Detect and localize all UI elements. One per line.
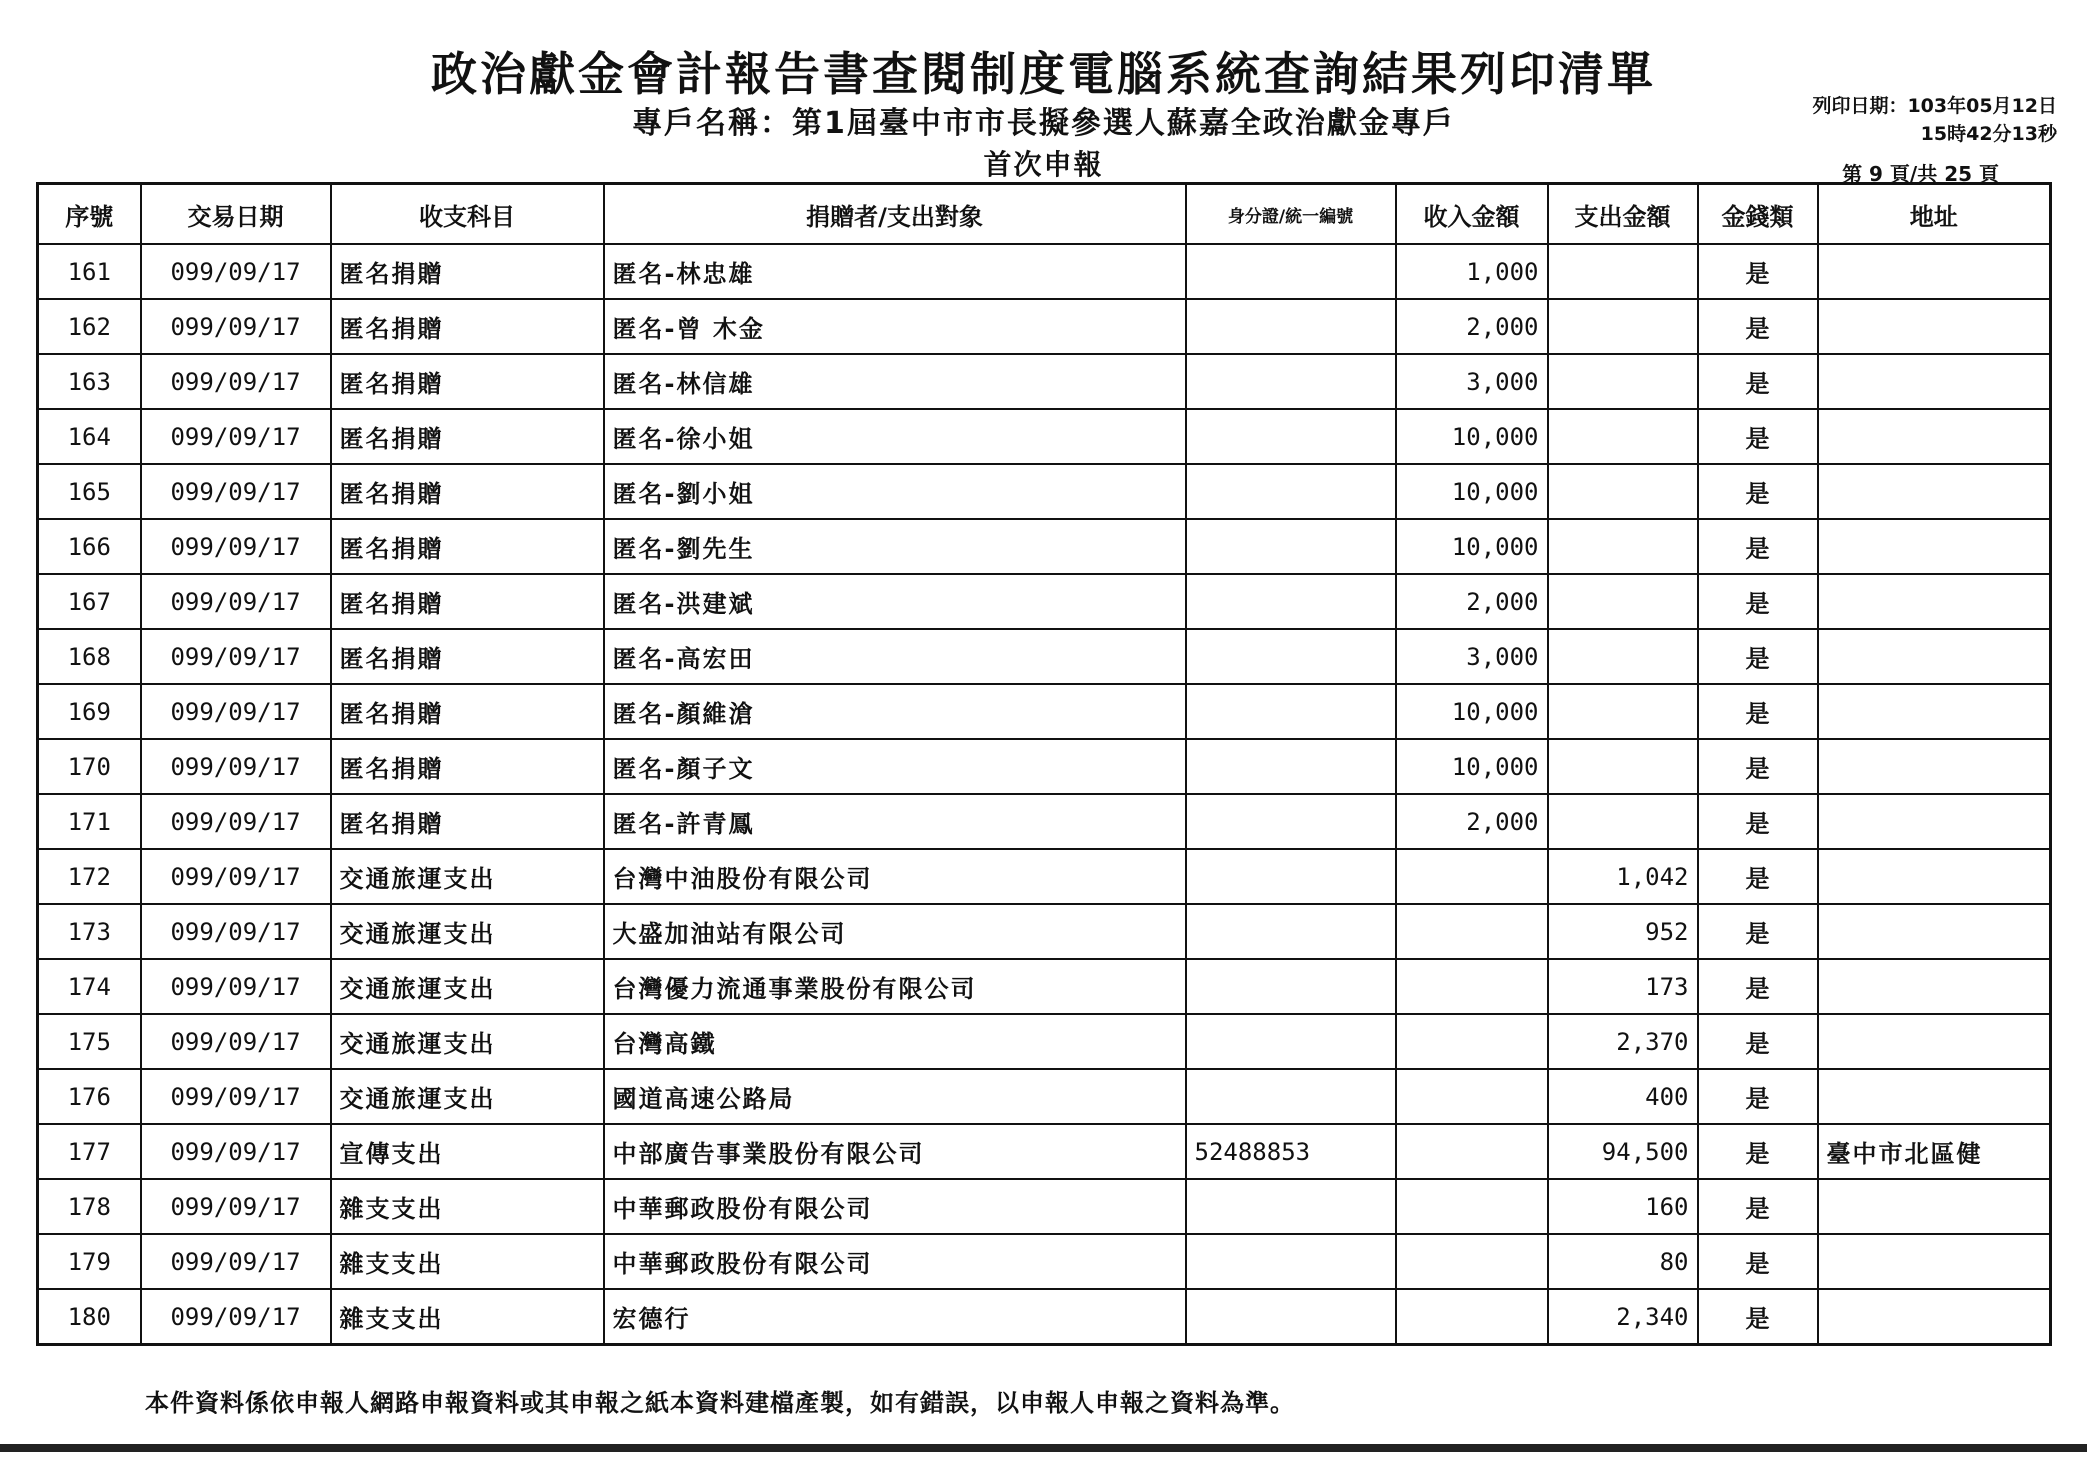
cell-subject: 交通旅運支出: [331, 959, 604, 1014]
table-row: [38, 299, 2051, 354]
table-row: [38, 574, 2051, 629]
cell-expense: [1548, 299, 1698, 354]
cell-expense: 80: [1548, 1234, 1698, 1289]
cell-subject: 交通旅運支出: [331, 849, 604, 904]
cell-seq: 169: [38, 684, 141, 739]
cell-expense: [1548, 354, 1698, 409]
cell-expense: 400: [1548, 1069, 1698, 1124]
table-row: [38, 244, 2051, 299]
table-row: [38, 794, 2051, 849]
ledger-body: [38, 244, 2051, 1345]
cell-id: [1186, 464, 1396, 519]
table-row: [38, 519, 2051, 574]
cell-expense: 2,340: [1548, 1289, 1698, 1345]
cell-expense: 173: [1548, 959, 1698, 1014]
cell-id: [1186, 574, 1396, 629]
print-date: [1812, 92, 2057, 148]
cell-expense: [1548, 794, 1698, 849]
cell-date: 099/09/17: [141, 464, 331, 519]
cell-date: 099/09/17: [141, 354, 331, 409]
cell-subject: 匿名捐贈: [331, 464, 604, 519]
cell-cash: 是: [1698, 1234, 1818, 1289]
page-info: 第 9 頁/共 25 頁: [1842, 162, 1999, 186]
cell-cash: 是: [1698, 904, 1818, 959]
table-row: [38, 464, 2051, 519]
cell-seq: 168: [38, 629, 141, 684]
cell-subject: 雜支支出: [331, 1234, 604, 1289]
cell-seq: 180: [38, 1289, 141, 1345]
cell-cash: 是: [1698, 794, 1818, 849]
cell-address: [1818, 354, 2051, 409]
cell-party: 中華郵政股份有限公司: [604, 1234, 1186, 1289]
cell-address: [1818, 739, 2051, 794]
cell-income: 3,000: [1396, 629, 1548, 684]
cell-seq: 177: [38, 1124, 141, 1179]
cell-id: [1186, 299, 1396, 354]
cell-cash: 是: [1698, 299, 1818, 354]
table-row: [38, 959, 2051, 1014]
cell-party: 匿名-高宏田: [604, 629, 1186, 684]
cell-address: [1818, 409, 2051, 464]
cell-expense: [1548, 464, 1698, 519]
cell-expense: [1548, 574, 1698, 629]
cell-cash: 是: [1698, 464, 1818, 519]
table-row: [38, 1124, 2051, 1179]
cell-date: 099/09/17: [141, 1179, 331, 1234]
cell-cash: 是: [1698, 629, 1818, 684]
cell-party: 匿名-曾 木金: [604, 299, 1186, 354]
cell-date: 099/09/17: [141, 409, 331, 464]
cell-income: [1396, 959, 1548, 1014]
cell-address: [1818, 959, 2051, 1014]
cell-expense: [1548, 244, 1698, 299]
account-name: 專戶名稱：第1屆臺中市市長擬參選人蘇嘉全政治獻金專戶: [632, 106, 1455, 141]
cell-address: [1818, 1179, 2051, 1234]
cell-income: [1396, 1179, 1548, 1234]
report-type: 首次申報: [983, 148, 1104, 181]
footer-note: 本件資料係依申報人網路申報資料或其申報之紙本資料建檔產製，如有錯誤，以申報人申報之資料為準。: [145, 1389, 1295, 1417]
cell-seq: 162: [38, 299, 141, 354]
cell-subject: 匿名捐贈: [331, 629, 604, 684]
cell-subject: 匿名捐贈: [331, 299, 604, 354]
cell-subject: 匿名捐贈: [331, 519, 604, 574]
cell-id: [1186, 354, 1396, 409]
cell-party: 匿名-洪建斌: [604, 574, 1186, 629]
cell-party: 台灣高鐵: [604, 1014, 1186, 1069]
cell-address: 臺中市北區健: [1818, 1124, 2051, 1179]
report-title: 政治獻金會計報告書查閱制度電腦系統查詢結果列印清單: [431, 47, 1656, 101]
cell-party: 匿名-劉小姐: [604, 464, 1186, 519]
table-row: [38, 354, 2051, 409]
cell-seq: 178: [38, 1179, 141, 1234]
cell-cash: 是: [1698, 1289, 1818, 1345]
cell-income: [1396, 1234, 1548, 1289]
cell-id: [1186, 849, 1396, 904]
cell-seq: 179: [38, 1234, 141, 1289]
cell-party: 國道高速公路局: [604, 1069, 1186, 1124]
cell-income: 3,000: [1396, 354, 1548, 409]
cell-cash: 是: [1698, 574, 1818, 629]
cell-date: 099/09/17: [141, 1234, 331, 1289]
cell-address: [1818, 464, 2051, 519]
cell-id: [1186, 519, 1396, 574]
cell-address: [1818, 794, 2051, 849]
cell-date: 099/09/17: [141, 629, 331, 684]
col-header-address: 地址: [1818, 184, 2051, 245]
cell-income: 2,000: [1396, 299, 1548, 354]
cell-income: [1396, 1124, 1548, 1179]
cell-expense: [1548, 739, 1698, 794]
cell-party: 匿名-林忠雄: [604, 244, 1186, 299]
cell-id: [1186, 1234, 1396, 1289]
cell-address: [1818, 299, 2051, 354]
cell-date: 099/09/17: [141, 1289, 331, 1345]
cell-cash: 是: [1698, 959, 1818, 1014]
col-header-subject: 收支科目: [331, 184, 604, 245]
table-row: [38, 1234, 2051, 1289]
cell-id: [1186, 244, 1396, 299]
cell-party: 匿名-徐小姐: [604, 409, 1186, 464]
cell-date: 099/09/17: [141, 1069, 331, 1124]
print-date-line: 列印日期：103年05月12日: [1812, 95, 2057, 117]
cell-date: 099/09/17: [141, 849, 331, 904]
cell-party: 台灣優力流通事業股份有限公司: [604, 959, 1186, 1014]
cell-seq: 164: [38, 409, 141, 464]
bottom-rule: [0, 1444, 2087, 1452]
cell-income: [1396, 1069, 1548, 1124]
cell-expense: 952: [1548, 904, 1698, 959]
cell-address: [1818, 244, 2051, 299]
col-header-party: 捐贈者/支出對象: [604, 184, 1186, 245]
cell-id: [1186, 1289, 1396, 1345]
cell-cash: 是: [1698, 1014, 1818, 1069]
cell-party: 宏德行: [604, 1289, 1186, 1345]
print-time-line: 15時42分13秒: [1920, 123, 2057, 145]
cell-subject: 匿名捐贈: [331, 409, 604, 464]
cell-id: [1186, 629, 1396, 684]
table-row: [38, 1289, 2051, 1345]
cell-party: 中部廣告事業股份有限公司: [604, 1124, 1186, 1179]
cell-subject: 匿名捐贈: [331, 574, 604, 629]
cell-address: [1818, 629, 2051, 684]
cell-income: 1,000: [1396, 244, 1548, 299]
cell-date: 099/09/17: [141, 1124, 331, 1179]
cell-seq: 166: [38, 519, 141, 574]
cell-cash: 是: [1698, 519, 1818, 574]
cell-income: 2,000: [1396, 794, 1548, 849]
cell-address: [1818, 1234, 2051, 1289]
cell-seq: 167: [38, 574, 141, 629]
cell-date: 099/09/17: [141, 244, 331, 299]
cell-cash: 是: [1698, 1069, 1818, 1124]
cell-address: [1818, 1069, 2051, 1124]
cell-expense: 94,500: [1548, 1124, 1698, 1179]
col-header-income: 收入金額: [1396, 184, 1548, 245]
cell-id: [1186, 739, 1396, 794]
cell-address: [1818, 1014, 2051, 1069]
ledger-table: [36, 182, 2052, 1346]
cell-income: 10,000: [1396, 739, 1548, 794]
cell-seq: 172: [38, 849, 141, 904]
cell-cash: 是: [1698, 739, 1818, 794]
cell-address: [1818, 1289, 2051, 1345]
col-header-expense: 支出金額: [1548, 184, 1698, 245]
cell-cash: 是: [1698, 354, 1818, 409]
cell-id: 52488853: [1186, 1124, 1396, 1179]
col-header-date: 交易日期: [141, 184, 331, 245]
table-header-row: [38, 184, 2051, 245]
cell-income: 10,000: [1396, 684, 1548, 739]
cell-address: [1818, 904, 2051, 959]
cell-income: 2,000: [1396, 574, 1548, 629]
cell-id: [1186, 684, 1396, 739]
col-header-seq: 序號: [38, 184, 141, 245]
cell-subject: 匿名捐贈: [331, 684, 604, 739]
cell-income: 10,000: [1396, 519, 1548, 574]
cell-party: 台灣中油股份有限公司: [604, 849, 1186, 904]
cell-cash: 是: [1698, 244, 1818, 299]
cell-subject: 匿名捐贈: [331, 739, 604, 794]
cell-date: 099/09/17: [141, 794, 331, 849]
cell-subject: 匿名捐贈: [331, 244, 604, 299]
cell-cash: 是: [1698, 1124, 1818, 1179]
cell-date: 099/09/17: [141, 299, 331, 354]
cell-subject: 交通旅運支出: [331, 904, 604, 959]
table-row: [38, 409, 2051, 464]
cell-subject: 雜支支出: [331, 1289, 604, 1345]
cell-income: [1396, 849, 1548, 904]
col-header-cash: 金錢類: [1698, 184, 1818, 245]
cell-date: 099/09/17: [141, 959, 331, 1014]
cell-party: 匿名-許青鳳: [604, 794, 1186, 849]
cell-subject: 宣傳支出: [331, 1124, 604, 1179]
cell-seq: 163: [38, 354, 141, 409]
cell-cash: 是: [1698, 684, 1818, 739]
cell-party: 匿名-林信雄: [604, 354, 1186, 409]
cell-date: 099/09/17: [141, 904, 331, 959]
table-row: [38, 739, 2051, 794]
table-row: [38, 849, 2051, 904]
cell-date: 099/09/17: [141, 1014, 331, 1069]
cell-seq: 174: [38, 959, 141, 1014]
cell-subject: 匿名捐贈: [331, 794, 604, 849]
cell-party: 匿名-顏維滄: [604, 684, 1186, 739]
cell-expense: [1548, 684, 1698, 739]
cell-date: 099/09/17: [141, 739, 331, 794]
cell-address: [1818, 849, 2051, 904]
cell-subject: 交通旅運支出: [331, 1069, 604, 1124]
cell-seq: 161: [38, 244, 141, 299]
cell-seq: 171: [38, 794, 141, 849]
cell-cash: 是: [1698, 1179, 1818, 1234]
cell-address: [1818, 574, 2051, 629]
cell-party: 大盛加油站有限公司: [604, 904, 1186, 959]
cell-subject: 匿名捐贈: [331, 354, 604, 409]
cell-id: [1186, 794, 1396, 849]
cell-income: [1396, 1014, 1548, 1069]
cell-income: [1396, 904, 1548, 959]
cell-income: [1396, 1289, 1548, 1345]
cell-address: [1818, 519, 2051, 574]
cell-date: 099/09/17: [141, 519, 331, 574]
cell-seq: 165: [38, 464, 141, 519]
cell-seq: 173: [38, 904, 141, 959]
cell-income: 10,000: [1396, 464, 1548, 519]
cell-date: 099/09/17: [141, 684, 331, 739]
cell-cash: 是: [1698, 409, 1818, 464]
cell-seq: 175: [38, 1014, 141, 1069]
cell-expense: 160: [1548, 1179, 1698, 1234]
cell-seq: 176: [38, 1069, 141, 1124]
col-header-id: 身分證/統一編號: [1186, 184, 1396, 245]
cell-id: [1186, 1069, 1396, 1124]
cell-subject: 雜支支出: [331, 1179, 604, 1234]
cell-expense: [1548, 519, 1698, 574]
cell-party: 匿名-劉先生: [604, 519, 1186, 574]
table-row: [38, 1014, 2051, 1069]
table-row: [38, 1069, 2051, 1124]
cell-party: 匿名-顏子文: [604, 739, 1186, 794]
cell-id: [1186, 1014, 1396, 1069]
table-row: [38, 1179, 2051, 1234]
cell-date: 099/09/17: [141, 574, 331, 629]
table-row: [38, 684, 2051, 739]
cell-id: [1186, 904, 1396, 959]
cell-id: [1186, 959, 1396, 1014]
cell-expense: [1548, 409, 1698, 464]
cell-cash: 是: [1698, 849, 1818, 904]
cell-party: 中華郵政股份有限公司: [604, 1179, 1186, 1234]
cell-expense: 1,042: [1548, 849, 1698, 904]
table-row: [38, 904, 2051, 959]
cell-address: [1818, 684, 2051, 739]
cell-id: [1186, 409, 1396, 464]
cell-id: [1186, 1179, 1396, 1234]
cell-income: 10,000: [1396, 409, 1548, 464]
cell-subject: 交通旅運支出: [331, 1014, 604, 1069]
table-row: [38, 629, 2051, 684]
cell-expense: 2,370: [1548, 1014, 1698, 1069]
cell-expense: [1548, 629, 1698, 684]
cell-seq: 170: [38, 739, 141, 794]
